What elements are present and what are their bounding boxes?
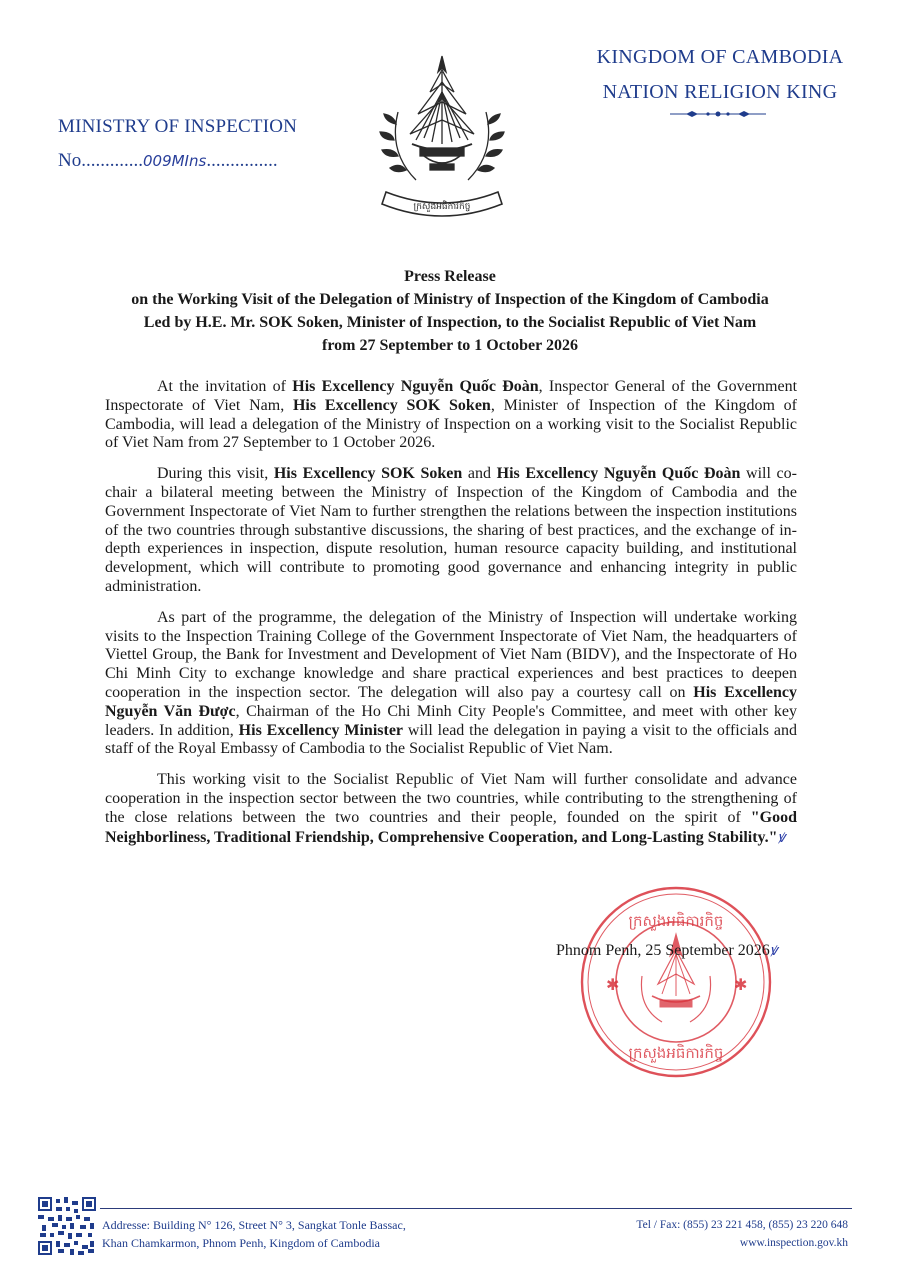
body-paragraph-4: This working visit to the Socialist Republic of Viet Nam will further consolidate and advance cooperation in the inspection sector between the two countries, while contributing to the strengthening of the close relations between the two countries and their people, founded on the spirit of "Good Neighborliness, Traditional Friendship, Comprehensive Cooperation, and Long-Lasting Stability."ꝟ — [105, 771, 797, 846]
emblem-banner-text: ក្រសួងអធិការកិច្ច — [413, 202, 471, 212]
title-line-1: Press Release — [404, 268, 496, 285]
qr-code-icon — [38, 1197, 96, 1255]
ministry-emblem-icon — [372, 52, 512, 222]
title-line-4: from 27 September to 1 October 2026 — [322, 337, 578, 354]
seal-text-bottom: ក្រសួងអធិការកិច្ច — [628, 1044, 724, 1062]
address-line-2: Khan Chamkarmon, Phnom Penh, Kingdom of Cambodia — [102, 1236, 380, 1250]
title-line-2: on the Working Visit of the Delegation of Ministry of Inspection of the Kingdom of Cambodia — [131, 291, 769, 308]
kingdom-header — [560, 40, 880, 110]
footer-contact — [636, 1216, 848, 1252]
body-paragraph-2: During this visit, His Excellency SOK Soken and His Excellency Nguyễn Quốc Đoàn will co-chair a bilateral meeting between the Ministry of Inspection of the Kingdom of Cambodia and the Government Inspectorate of Viet Nam to further strengthen the relations between the inspection institutions of the two countries through substantive discussions, the sharing of best practices, and the exchange of in-depth experiences in inspection, dispute resolution, human resource capacity building, and institutional development, which will contribute to promoting good governance and enhancing integrity in public administration. — [105, 465, 797, 595]
footer-divider — [100, 1208, 852, 1209]
footer-address — [102, 1216, 406, 1252]
press-release-title — [60, 265, 840, 357]
address-line-1: Addresse: Building N° 126, Street N° 3, Sangkat Tonle Bassac, — [102, 1218, 406, 1232]
ornament-divider-icon — [668, 108, 768, 120]
document-number: No.............009MIns............... — [58, 150, 278, 171]
body-paragraph-1: At the invitation of His Excellency Nguyễn Quốc Đoàn, Inspector General of the Government Inspectorate of Viet Nam, His Excellency SOK Soken, Minister of Inspection of the Kingdom of Cambodia, will lead a delegation of the Ministry of Inspection on a working visit to the Socialist Republic of Viet Nam from 27 September to 1 October 2026. — [105, 378, 798, 452]
kingdom-title: KINGDOM OF CAMBODIA — [596, 46, 844, 68]
seal-text-top: ក្រសួងអធិការកិច្ច — [628, 912, 724, 930]
official-seal-icon — [578, 884, 774, 1080]
press-release-body — [105, 378, 797, 859]
svg-text:✱: ✱ — [606, 975, 620, 994]
document-number-prefix: No — [58, 150, 82, 171]
initial-mark-icon: ꝟ — [777, 827, 786, 846]
date-initial-mark-icon: ꝟ — [769, 941, 778, 959]
ministry-name: MINISTRY OF INSPECTION — [58, 116, 298, 137]
body-paragraph-3: As part of the programme, the delegation of the Ministry of Inspection will undertake working visits to the Inspection Training College of the Government Inspectorate of Viet Nam, the headquarters of Viettel Group, the Bank for Investment and Development of Viet Nam (BIDV), and the Inspectorate of Ho Chi Minh City to exchange knowledge and share practical experiences and best practices to deepen cooperation in the inspection sector. The delegation will also pay a courtesy call on His Excellency Nguyễn Văn Được, Chairman of the Ho Chi Minh City People's Committee, and meet with other key leaders. In addition, His Excellency Minister will lead the delegation in paying a visit to the officials and staff of the Royal Embassy of Cambodia to the Socialist Republic of Viet Nam. — [105, 608, 798, 758]
place-and-date: Phnom Penh, 25 September 2026ꝟ — [556, 941, 778, 959]
title-line-3: Led by H.E. Mr. SOK Soken, Minister of Inspection, to the Socialist Republic of Viet Nam — [143, 314, 757, 331]
website-link[interactable]: www.inspection.gov.kh — [739, 1237, 848, 1249]
document-number-value: 009MIns — [142, 152, 207, 170]
svg-text:✱: ✱ — [734, 975, 748, 994]
telfax: Tel / Fax: (855) 23 221 458, (855) 23 220 648 — [636, 1219, 848, 1231]
national-motto: NATION RELIGION KING — [602, 81, 838, 103]
